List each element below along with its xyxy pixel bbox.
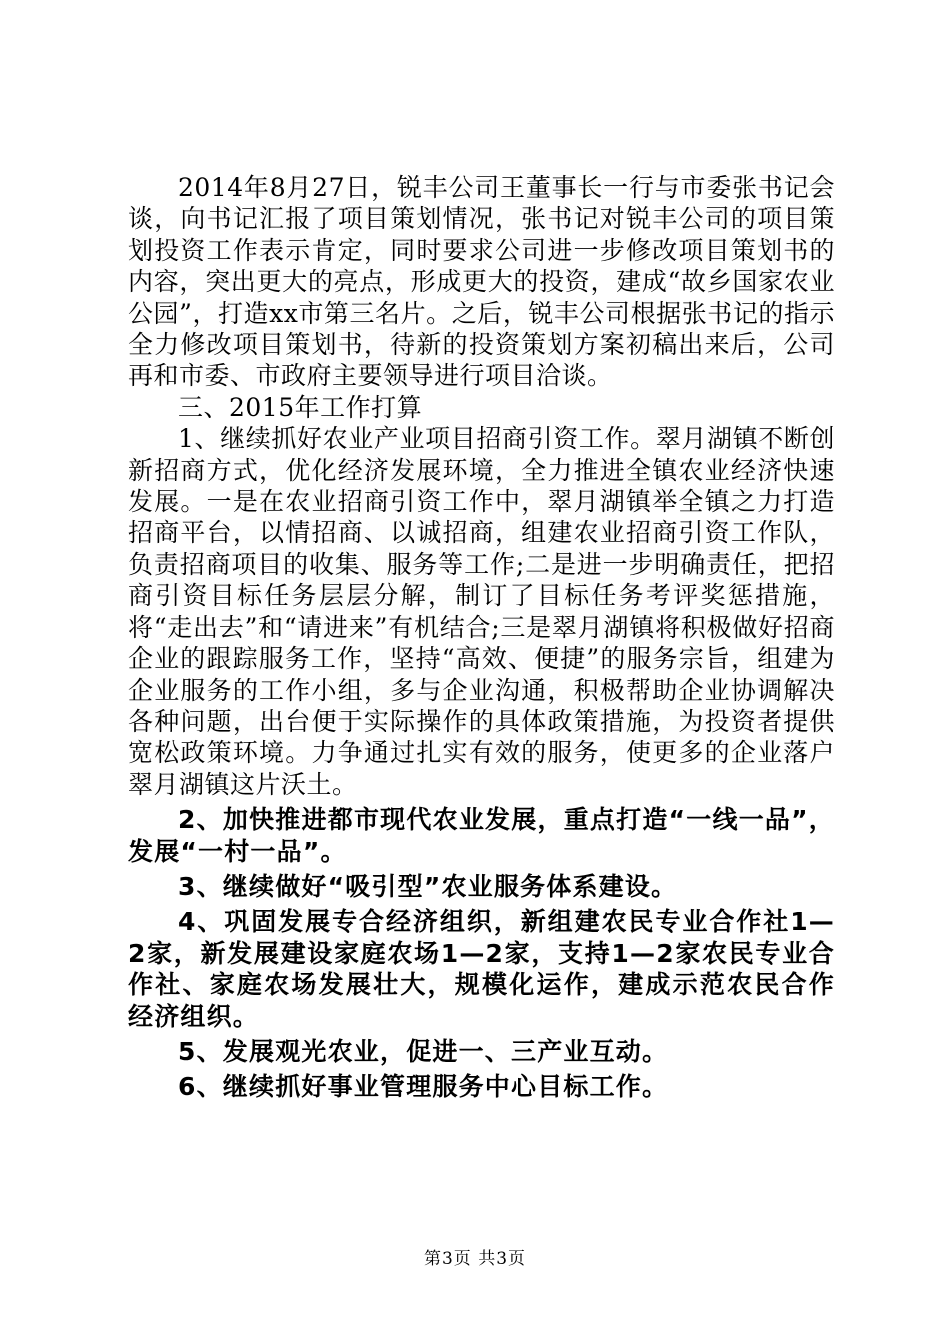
- paragraph-urban-agriculture: 2、加快推进都市现代农业发展，重点打造“一线一品”，发展“一村一品”。: [128, 805, 835, 866]
- paragraph-investment-attraction: 1、继续抓好农业产业项目招商引资工作。翠月湖镇不断创新招商方式，优化经济发展环境，全力推进全镇农业经济快速发展。一是在农业招商引资工作中，翠月湖镇举全镇之力打造招商平台，以情招商、以诚招商，组建农业招商引资工作队，负责招商项目的收集、服务等工作;二是进一步明确责任，把招商引资目标任务层层分解，制订了目标任务考评奖惩措施，将“走出去”和“请进来”有机结合;三是翠月湖镇将积极做好招商企业的跟踪服务工作，坚持“高效、便捷”的服务宗旨，组建为企业服务的工作小组，多与企业沟通，积极帮助企业协调解决各种问题，出台便于实际操作的具体政策措施，为投资者提供宽松政策环境。力争通过扎实有效的服务，使更多的企业落户翠月湖镇这片沃土。: [128, 424, 835, 799]
- paragraph-sightseeing-agriculture: 5、发展观光农业，促进一、三产业互动。: [178, 1036, 669, 1066]
- paragraph-project-talks: 2014年8月27日，锐丰公司王董事长一行与市委张书记会谈，向书记汇报了项目策划情况，张书记对锐丰公司的项目策划投资工作表示肯定，同时要求公司进一步修改项目策划书的内容，突出更大的亮点，形成更大的投资，建成“故乡国家农业公园”，打造xx市第三名片。之后，锐丰公司根据张书记的指示全力修改项目策划书，待新的投资策划方案初稿出来后，公司再和市委、市政府主要领导进行项目洽谈。: [128, 173, 835, 391]
- paragraph-management-center: 6、继续抓好事业管理服务中心目标工作。: [178, 1072, 669, 1102]
- document-body: [128, 172, 835, 1103]
- paragraph-cooperatives: 4、巩固发展专合经济组织，新组建农民专业合作社1—2家，新发展建设家庭农场1—2家，支持1—2家农民专业合作社、家庭农场发展壮大，规模化运作，建成示范农民合作经济组织。: [128, 907, 835, 1031]
- paragraph-service-system: 3、继续做好“吸引型”农业服务体系建设。: [178, 871, 678, 901]
- page-number-footer: 第3页 共3页: [423, 1249, 527, 1269]
- section-heading-2015-plan: 三、2015年工作打算: [178, 392, 423, 422]
